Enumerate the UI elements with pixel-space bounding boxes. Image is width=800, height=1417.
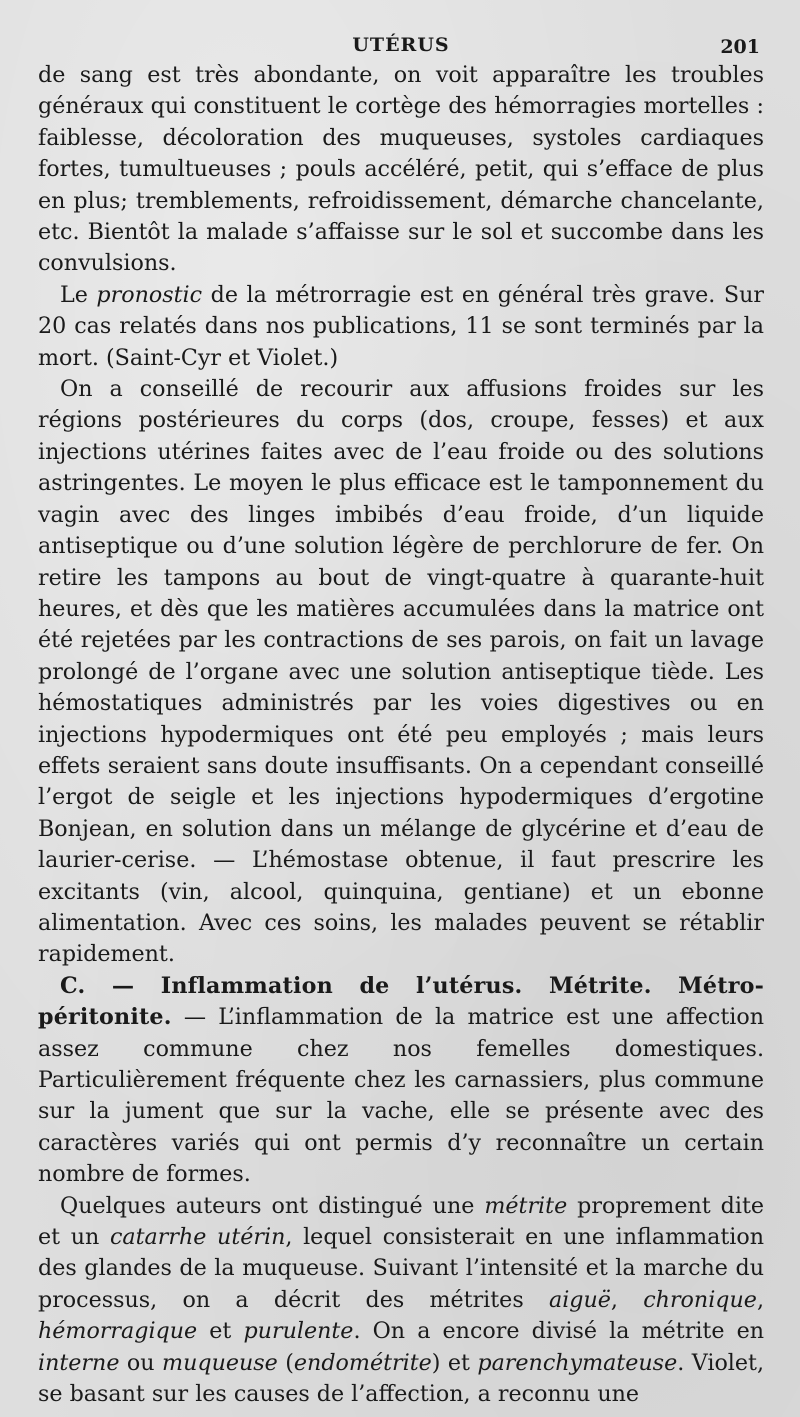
- paragraph-text: On a conseillé de recourir aux affusions froides sur les régions postérieures du corps (dos, croupe, fesses) et aux injections utérines faites avec de l’eau froide ou des solutions astringentes. Le moyen le plus efficace est le tamponnement du vagin avec des linges imbibés d’eau froide, d’un liquide antiseptique ou d’une solution légère de perchlorure de fer. On retire les tampons au bout de vingt-quatre à quarante-huit heures, et dès que les matières accumulées dans la matrice ont été rejetées par les contractions de ses parois, on fait un lavage prolongé de l’organe avec une solution antiseptique tiède. Les hémostatiques administrés par les voies digestives ou en injections hypodermiques ont été peu employés ; mais leurs effets seraient sans doute insuffisants. On a cependant conseillé l’ergot de seigle et les injections hypodermiques d’ergotine Bonjean, en solution dans un mélange de glycérine et d’eau de laurier-cerise. — L’hémostase obtenue, il faut prescrire les excitants (vin, alcool, quinquina, gentiane) et un ebonne alimentation. Avec ces soins, les malades peuvent se rétablir rapidement.: [38, 376, 764, 968]
- italic-term: hémorragique: [38, 1318, 198, 1345]
- paragraph-text: ,: [756, 1286, 764, 1313]
- paragraph-text: et: [197, 1318, 244, 1345]
- paragraph-text: . On a encore divisé la métrite en: [353, 1318, 764, 1345]
- paragraph-text: Quelques auteurs ont distingué une: [60, 1192, 485, 1219]
- paragraph-metritis-intro: [38, 971, 764, 1191]
- paragraph-text: — L’inflammation de la matrice est une affection assez commune chez nos femelles domestiques. Particulièrement fréquente chez les carnassiers, plus commune sur la jument que sur la vache, elle se présente avec des caractères variés qui ont permis d’y reconnaître un certain nombre de formes.: [38, 1004, 764, 1188]
- paragraph-treatment: [38, 374, 764, 971]
- italic-term: muqueuse: [162, 1349, 278, 1376]
- paragraph-text: Le: [60, 281, 97, 308]
- italic-term: purulente: [243, 1318, 354, 1345]
- running-title: UTÉRUS: [352, 34, 450, 56]
- italic-term: aiguë: [548, 1286, 611, 1313]
- italic-term: endométrite: [293, 1349, 432, 1376]
- paragraph-text: ) et: [431, 1349, 478, 1376]
- italic-term: chronique: [643, 1286, 757, 1313]
- paragraph-text: (: [277, 1349, 294, 1376]
- paragraph-text: ou: [119, 1349, 163, 1376]
- section-heading: C. — Inflammation de l’utérus. Métrite. Métro-péritonite.: [38, 972, 764, 1031]
- paragraph-prognosis: [38, 280, 764, 374]
- paragraph-text: , lequel consisterait en une inflammation des glandes de la muqueuse. Suivant l’intensité et la marche du processus, on a décrit des métrites: [38, 1224, 765, 1313]
- italic-term: interne: [38, 1349, 120, 1376]
- paragraph-text: ,: [610, 1286, 644, 1313]
- paragraph-text: proprement dite et un: [38, 1192, 764, 1251]
- italic-term: métrite: [484, 1192, 568, 1219]
- paragraph-metritis-forms: [38, 1191, 764, 1411]
- paragraph-text: de la métrorragie est en général très grave. Sur 20 cas relatés dans nos publications, 11 se sont terminés par la mort. (Saint-Cyr et Violet.): [38, 281, 765, 371]
- paragraph-text: . Violet, se basant sur les causes de l’affection, a reconnu une: [38, 1349, 765, 1408]
- running-head: [38, 30, 764, 60]
- page-number: 201: [720, 36, 760, 58]
- italic-term: catarrhe utérin: [109, 1224, 286, 1251]
- italic-term: pronostic: [96, 281, 203, 308]
- paragraph-text: de sang est très abondante, on voit apparaître les troubles généraux qui constituent le cortège des hémorragies mortelles : faiblesse, décoloration des muqueuses, systoles cardiaques fortes, tumultueuses ; pouls accéléré, petit, qui s’efface de plus en plus; tremblements, refroidissement, démarche chancelante, etc. Bientôt la malade s’affaisse sur le sol et succombe dans les convulsions.: [38, 62, 764, 277]
- italic-term: parenchymateuse: [477, 1349, 678, 1376]
- paragraph-hemorrhage-symptoms: [38, 60, 764, 280]
